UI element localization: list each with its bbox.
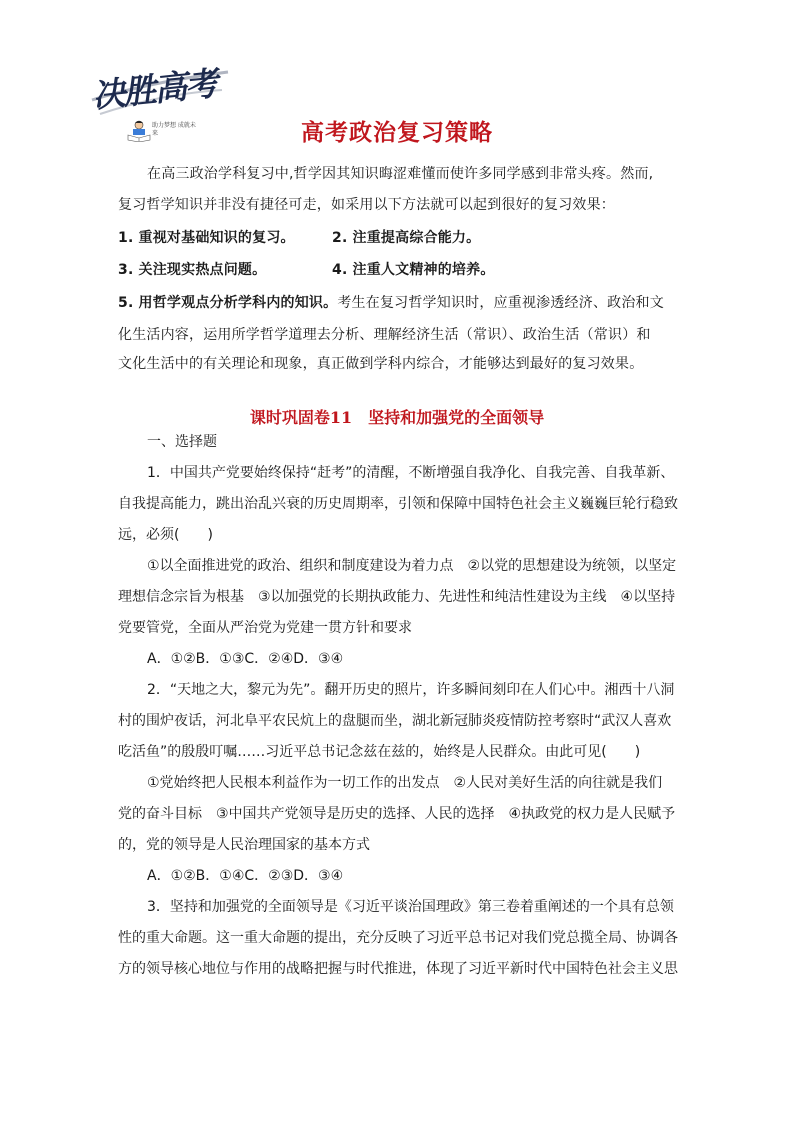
logo-slogan: 助力梦想 成就未来 <box>152 122 196 137</box>
q1-option-line-2: 理想信念宗旨为根基 ③以加强党的长期执政能力、先进性和纯洁性建设为主线 ④以坚持 <box>118 589 676 605</box>
q3-line-1: 3．坚持和加强党的全面领导是《习近平谈治国理政》第三卷着重阐述的一个具有总领 <box>147 899 674 915</box>
q1-line-3: 远，必须( ) <box>118 527 213 543</box>
q2-option-line-3: 的，党的领导是人民治理国家的基本方式 <box>118 837 370 853</box>
method-3: 3. 关注现实热点问题。 <box>118 262 267 278</box>
q1-choices: A．①②B．①③C．②④D．③④ <box>147 651 344 667</box>
intro-line-1: 在高三政治学科复习中,哲学因其知识晦涩难懂而使许多同学感到非常头疼。然而, <box>147 166 654 182</box>
q1-option-line-3: 党要管党，全面从严治党为党建一贯方针和要求 <box>118 620 412 636</box>
logo-text: 决胜高考 <box>90 63 218 116</box>
q2-line-2: 村的围炉夜话，河北阜平农民炕上的盘腿而坐，湖北新冠肺炎疫情防控考察时“武汉人喜欢 <box>118 713 672 729</box>
method-5-line-2: 化生活内容，运用所学哲学道理去分析、理解经济生活（常识）、政治生活（常识）和 <box>118 327 651 343</box>
q2-choices: A．①②B．①④C．②③D．③④ <box>147 868 344 884</box>
q3-line-3: 方的领导核心地位与作用的战略把握与时代推进，体现了习近平新时代中国特色社会主义思 <box>118 961 678 977</box>
q2-option-line-1: ①党始终把人民根本利益作为一切工作的出发点 ②人民对美好生活的向往就是我们 <box>147 775 663 791</box>
q2-option-line-2: 党的奋斗目标 ③中国共产党领导是历史的选择、人民的选择 ④执政党的权力是人民赋予 <box>118 806 676 822</box>
section-heading: 一、选择题 <box>147 434 217 450</box>
q1-line-2: 自我提高能力，跳出治乱兴衰的历史周期率，引领和保障中国特色社会主义巍巍巨轮行稳致 <box>118 496 678 512</box>
q3-line-2: 性的重大命题。这一重大命题的提出，充分反映了习近平总书记对我们党总揽全局、协调各 <box>118 930 678 946</box>
q2-line-1: 2．“天地之大，黎元为先”。翻开历史的照片，许多瞬间刻印在人们心中。湘西十八洞 <box>147 682 675 698</box>
q2-line-3: 吃活鱼”的殷殷叮嘱……习近平总书记念兹在兹的，始终是人民群众。由此可见( ) <box>118 744 641 760</box>
page-title: 高考政治复习策略 <box>301 120 493 146</box>
section-title: 课时巩固卷11 坚持和加强党的全面领导 <box>249 408 545 427</box>
q1-line-1: 1．中国共产党要始终保持“赶考”的清醒，不断增强自我净化、自我完善、自我革新、 <box>147 465 675 481</box>
method-1: 1. 重视对基础知识的复习。 <box>118 230 295 246</box>
q1-option-line-1: ①以全面推进党的政治、组织和制度建设为着力点 ②以党的思想建设为统领，以坚定 <box>147 558 677 574</box>
method-4: 4. 注重人文精神的培养。 <box>332 262 495 278</box>
method-5-heading: 5. 用哲学观点分析学科内的知识。 <box>118 295 338 311</box>
method-5-line-3: 文化生活中的有关理论和现象，真正做到学科内综合，才能够达到最好的复习效果。 <box>118 356 644 372</box>
method-5-text: 考生在复习哲学知识时，应重视渗透经济、政治和文 <box>337 295 664 311</box>
method-2: 2. 注重提高综合能力。 <box>332 230 481 246</box>
intro-line-2: 复习哲学知识并非没有捷径可走，如采用以下方法就可以起到很好的复习效果： <box>118 197 615 213</box>
method-5-line-1 <box>118 294 664 312</box>
